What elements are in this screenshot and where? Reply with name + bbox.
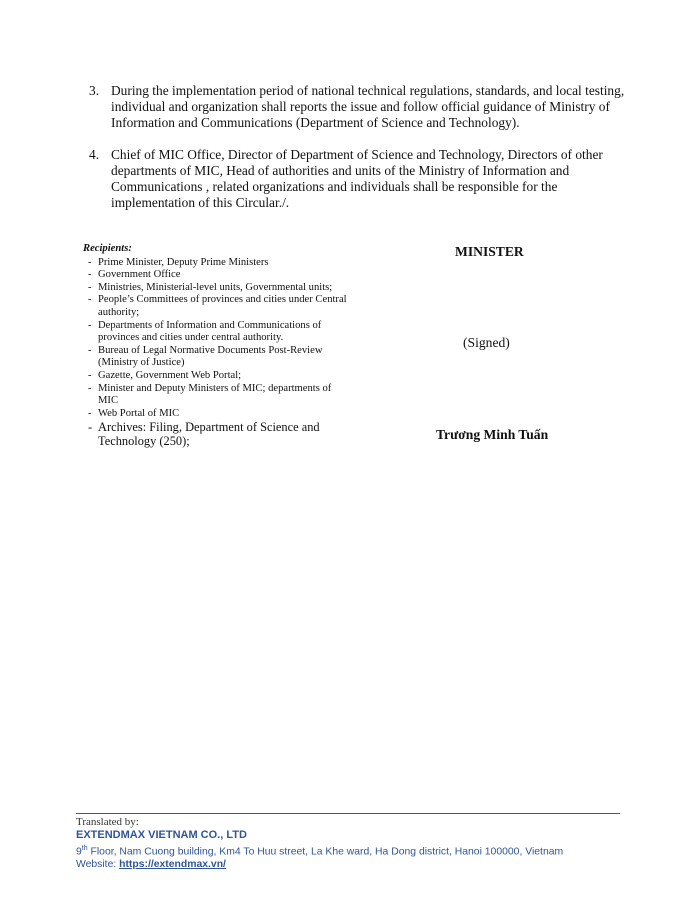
recipient-item: - Web Portal of MIC — [83, 408, 348, 421]
recipient-item: - Archives: Filing, Department of Science and Technology (250); — [83, 420, 348, 448]
recipient-item: - Ministries, Ministerial-level units, Governmental units; — [83, 282, 348, 295]
item-text: Chief of MIC Office, Director of Department of Science and Technology, Directors of other departments of MIC, Head of authorities and units of the Ministry of Information and Communications , related organizations and individuals shall be responsible for the implementation of this Circular./. — [111, 147, 603, 210]
recipients-list — [83, 257, 348, 449]
website-label: Website: — [76, 859, 120, 871]
recipients-block — [83, 243, 348, 448]
footer — [76, 816, 636, 871]
item-text: During the implementation period of national technical regulations, standards, and local testing, individual and organization shall reports the issue and follow official guidance of Ministry of Information and Communications (Department of Science and Technology). — [111, 83, 625, 130]
recipient-item: - Bureau of Legal Normative Documents Post-Review (Ministry of Justice) — [83, 345, 348, 370]
address-superscript: th — [81, 845, 88, 852]
recipient-item: - Government Office — [83, 269, 348, 282]
numbered-item-4 — [89, 147, 629, 211]
recipient-item: - Minister and Deputy Ministers of MIC; departments of MIC — [83, 383, 348, 408]
recipients-heading: Recipients: — [83, 243, 132, 254]
translated-by-label: Translated by: — [76, 816, 139, 828]
website-link[interactable]: https://extendmax.vn/ — [119, 859, 226, 871]
company-website — [76, 858, 636, 871]
address-rest: Floor, Nam Cuong building, Km4 To Huu street, La Khe ward, Ha Dong district, Hanoi 100000, Vietnam — [87, 846, 564, 858]
signatory-name: Trương Minh Tuấn — [436, 427, 549, 442]
recipient-item: - People’s Committees of provinces and cities under Central authority; — [83, 294, 348, 319]
signature-title: MINISTER — [455, 244, 524, 259]
item-number: 4. — [89, 147, 100, 162]
item-number: 3. — [89, 83, 100, 98]
company-name: EXTENDMAX VIETNAM CO., LTD — [76, 829, 247, 841]
address-floor: 9 — [76, 846, 82, 858]
recipient-item: - Prime Minister, Deputy Prime Ministers — [83, 257, 348, 270]
footer-divider — [76, 813, 620, 814]
signature-status: (Signed) — [463, 335, 510, 350]
recipient-item: - Gazette, Government Web Portal; — [83, 370, 348, 383]
company-address — [76, 842, 636, 858]
recipient-item: - Departments of Information and Communications of provinces and cities under central authority. — [83, 320, 348, 345]
numbered-item-3 — [89, 83, 629, 131]
